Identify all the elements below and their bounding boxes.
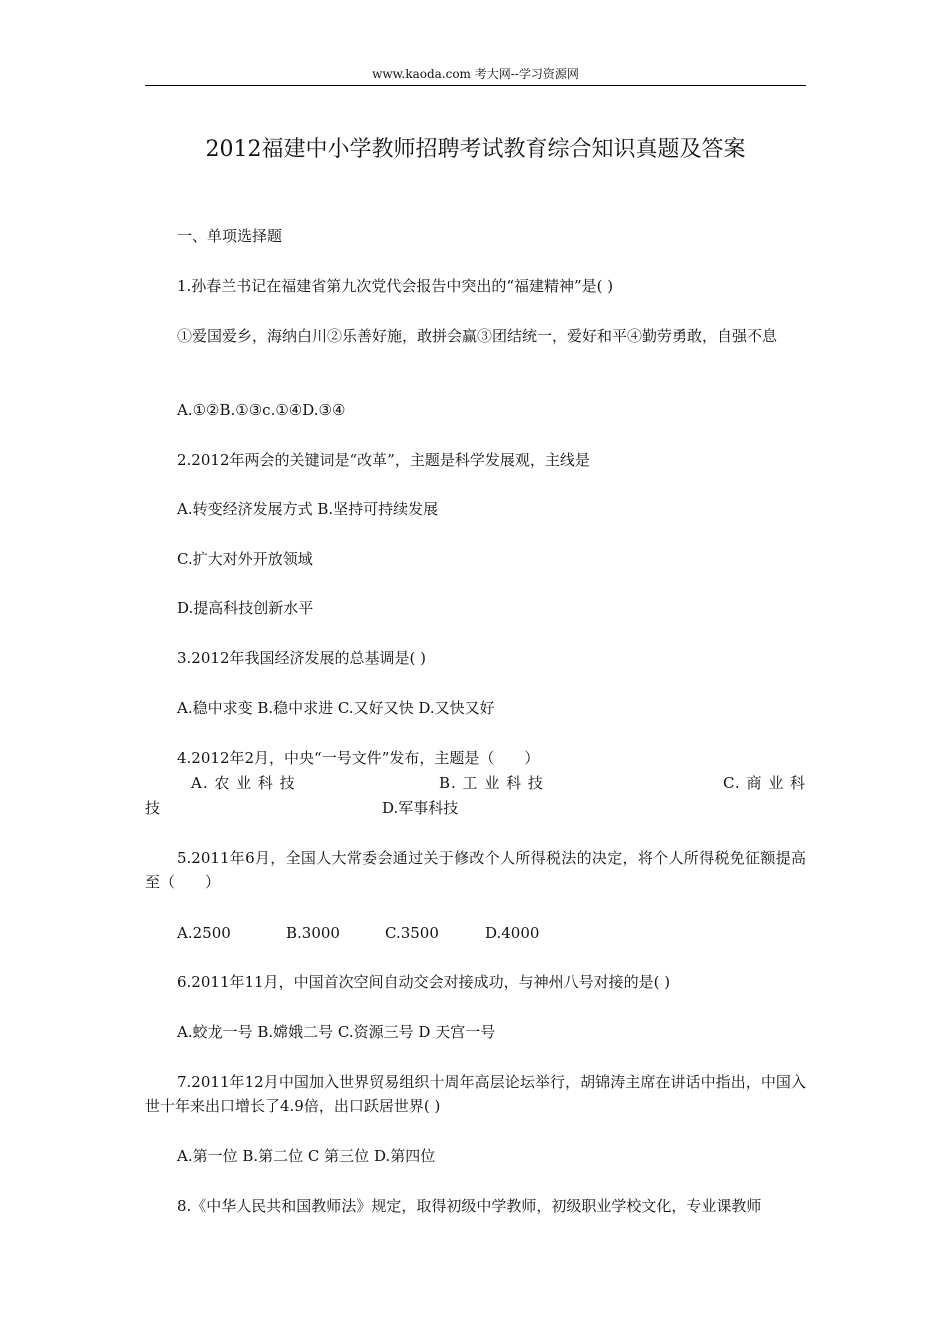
question-2-options-ab: A.转变经济发展方式 B.坚持可持续发展 bbox=[177, 500, 439, 518]
question-4-stem: 4.2012年2月，中央“一号文件”发布，主题是（ ） bbox=[177, 749, 540, 767]
header-divider bbox=[145, 85, 806, 86]
question-5-stem: 5.2011年6月，全国人大常委会通过关于修改个人所得税法的决定，将个人所得税免征额提高至（ ） bbox=[145, 849, 806, 891]
question-6-options: A.蛟龙一号 B.嫦娥二号 C.资源三号 D 天宫一号 bbox=[177, 1023, 496, 1041]
question-4-option-b: B. 工 业 科 技 bbox=[439, 774, 544, 792]
page-header: www.kaoda.com 考大网--学习资源网 bbox=[372, 67, 579, 81]
question-7-stem: 7.2011年12月中国加入世界贸易组织十周年高层论坛举行，胡锦涛主席在讲话中指出，中国入世十年来出口增长了4.9倍，出口跃居世界( ) bbox=[145, 1073, 806, 1115]
question-1-options: A.①②B.①③c.①④D.③④ bbox=[177, 401, 346, 419]
question-6-stem: 6.2011年11月，中国首次空间自动交会对接成功，与神州八号对接的是( ) bbox=[177, 973, 671, 991]
question-5-option-d: D.4000 bbox=[485, 924, 540, 942]
question-5-option-a: A.2500 bbox=[177, 924, 231, 942]
question-5-option-b: B.3000 bbox=[286, 924, 340, 942]
question-2-option-c: C.扩大对外开放领域 bbox=[177, 550, 313, 568]
question-5-option-c: C.3500 bbox=[385, 924, 439, 942]
question-8-stem: 8.《中华人民共和国教师法》规定，取得初级中学教师，初级职业学校文化，专业课教师 bbox=[177, 1197, 762, 1215]
question-3-stem: 3.2012年我国经济发展的总基调是( ) bbox=[177, 649, 426, 667]
question-4-option-d: D.军事科技 bbox=[382, 799, 459, 817]
question-1-items: ①爱国爱乡，海纳白川②乐善好施，敢拼会赢③团结统一，爱好和平④勤劳勇敢，自强不息 bbox=[177, 327, 778, 345]
question-4-option-c-part2: 技 bbox=[145, 799, 161, 817]
question-4-option-c-part1: C. 商 业 科 bbox=[722, 774, 806, 792]
question-7-options: A.第一位 B.第二位 C 第三位 D.第四位 bbox=[177, 1147, 436, 1165]
section-heading: 一、单项选择题 bbox=[177, 227, 283, 245]
question-2-stem: 2.2012年两会的关键词是“改革”，主题是科学发展观，主线是 bbox=[177, 451, 590, 469]
question-2-option-d: D.提高科技创新水平 bbox=[177, 599, 314, 617]
question-4-option-a: A. 农 业 科 技 bbox=[191, 774, 296, 792]
question-3-options: A.稳中求变 B.稳中求进 C.又好又快 D.又快又好 bbox=[177, 699, 495, 717]
question-1-stem: 1.孙春兰书记在福建省第九次党代会报告中突出的“福建精神”是( ) bbox=[177, 277, 614, 295]
document-title: 2012福建中小学教师招聘考试教育综合知识真题及答案 bbox=[205, 137, 746, 162]
